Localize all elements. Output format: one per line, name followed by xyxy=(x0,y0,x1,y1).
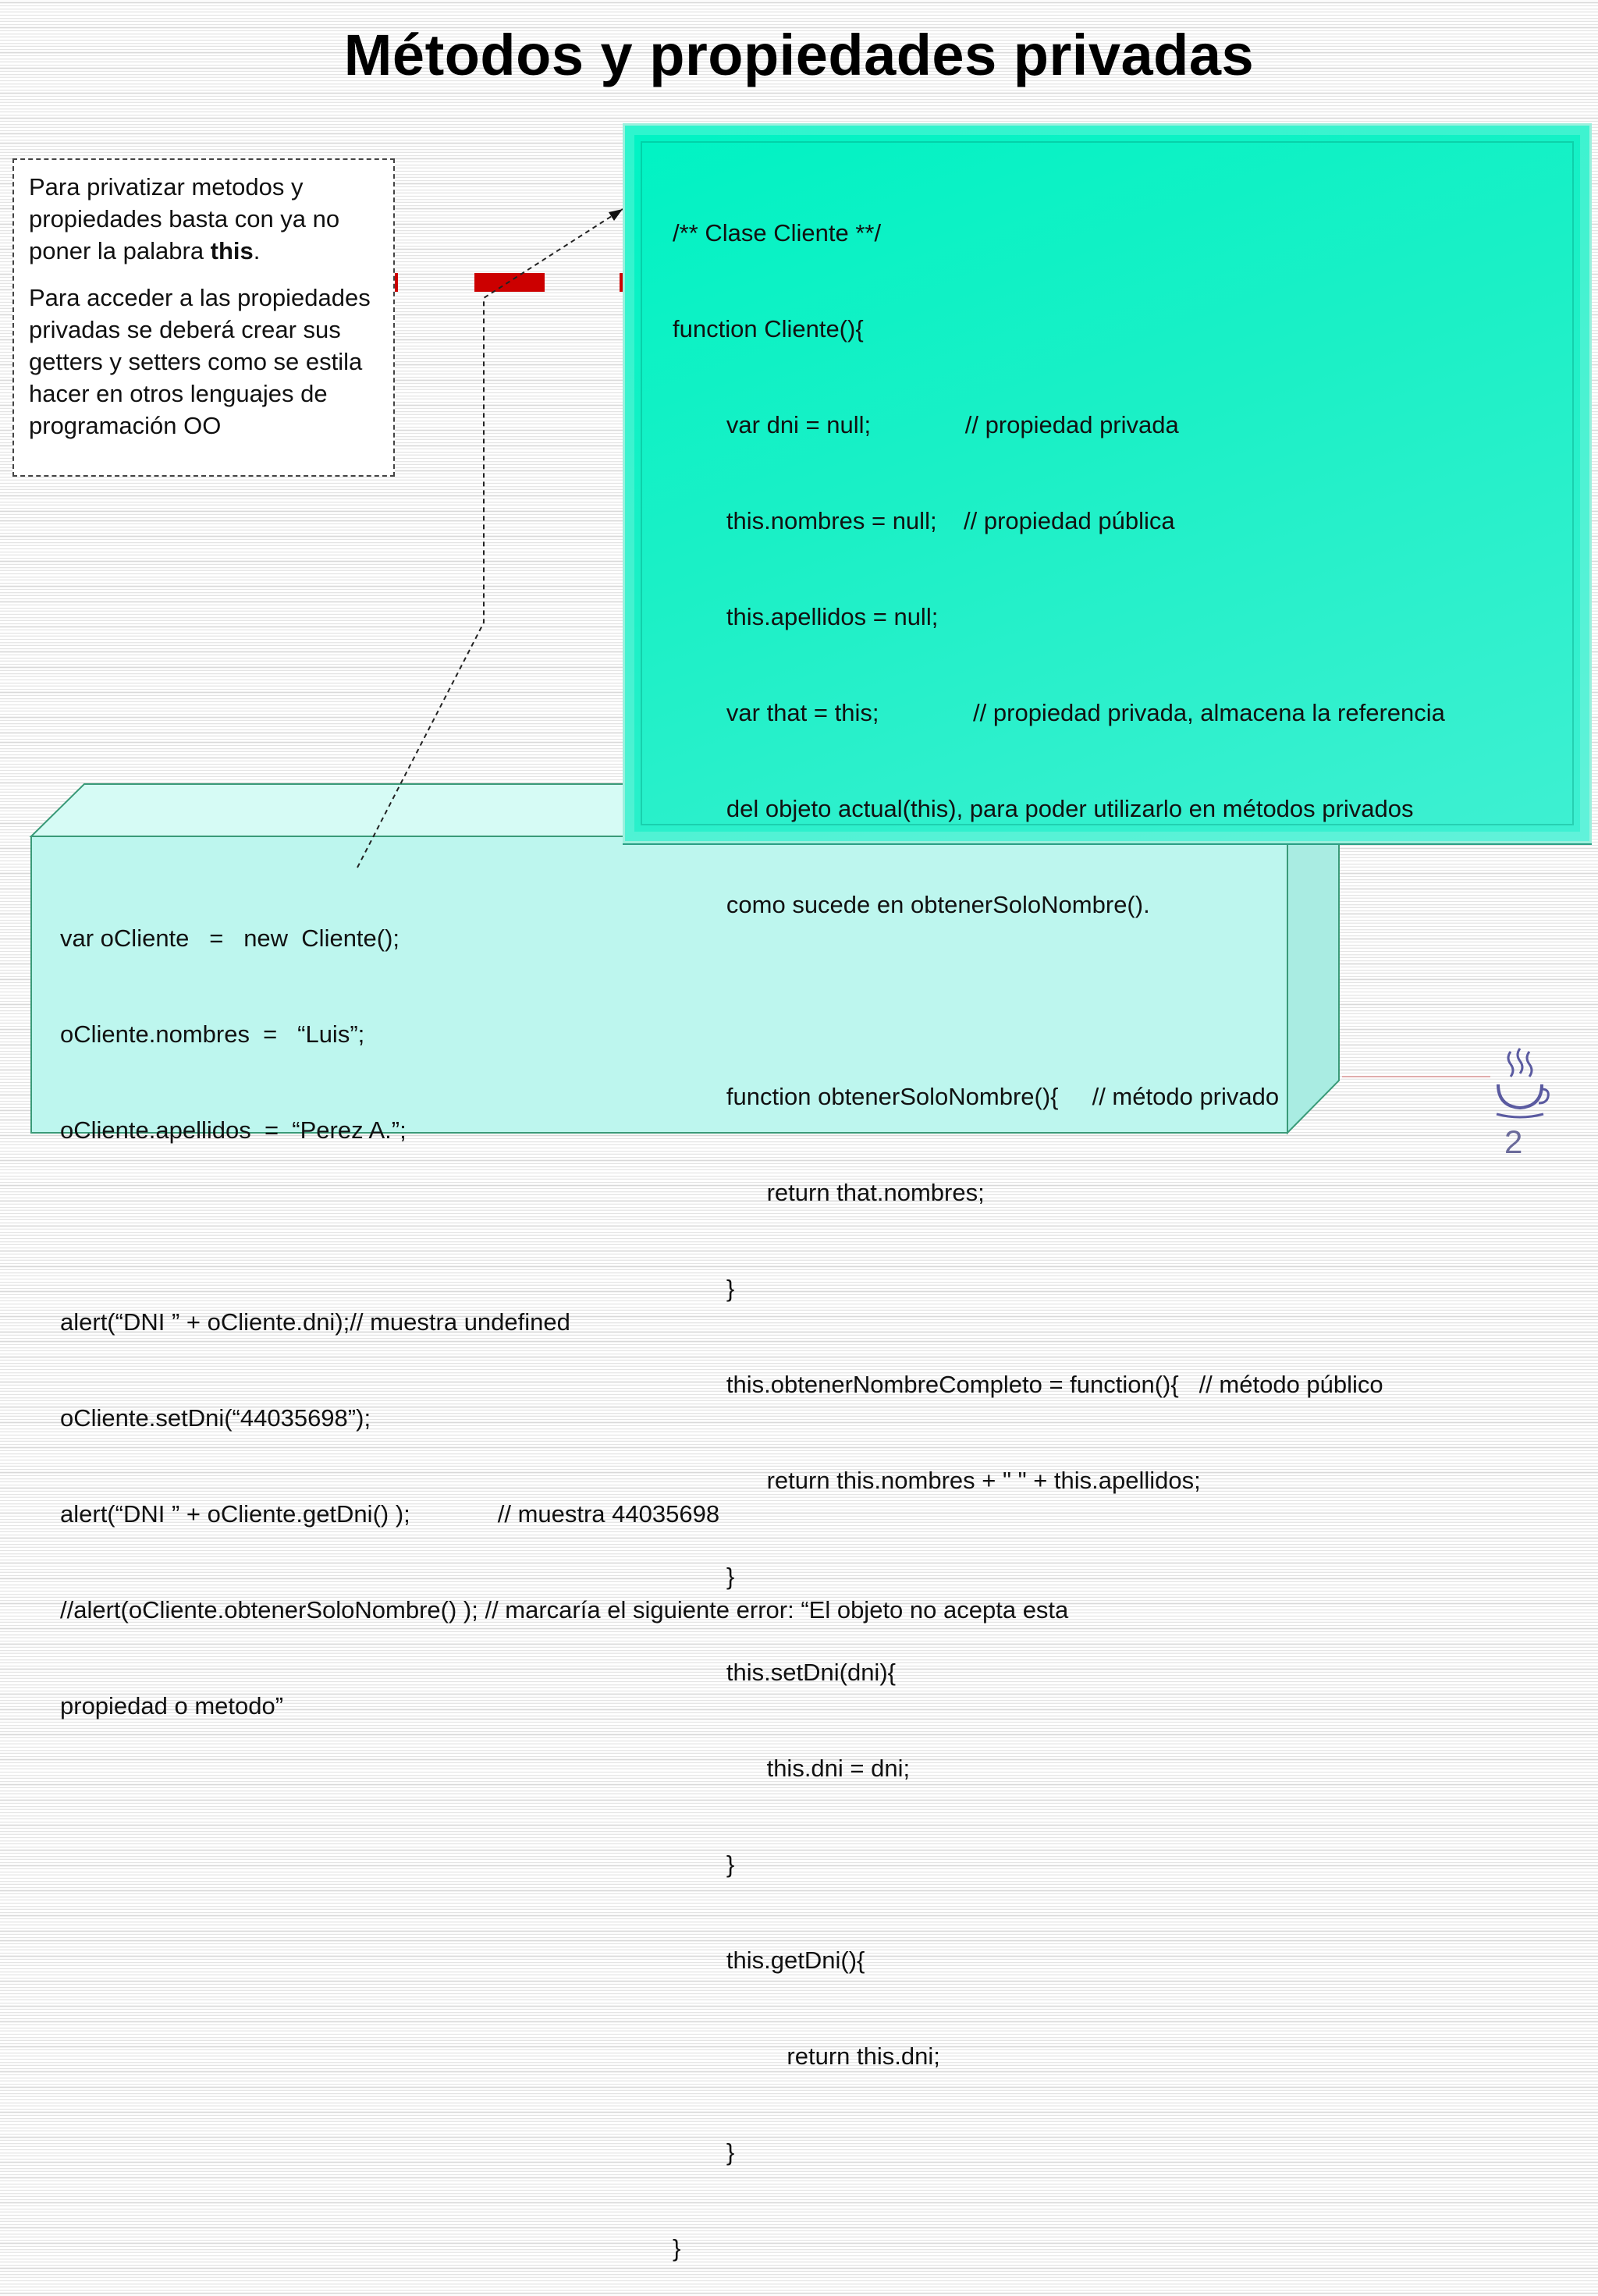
code-line xyxy=(60,1210,1068,1242)
code-line: this.dni = dni; xyxy=(673,1755,911,1782)
code-line: } xyxy=(673,2138,735,2166)
code-line: var dni = null; // propiedad privada xyxy=(673,411,1179,438)
slide-title: Métodos y propiedades privadas xyxy=(343,23,1255,87)
page-number: 2 xyxy=(1504,1123,1523,1160)
note-text: Para privatizar metodos y propiedades basta con ya no poner la palabra xyxy=(29,173,340,264)
code-line: oCliente.nombres = “Luis”; xyxy=(60,1020,365,1048)
code-line: propiedad o metodo” xyxy=(60,1692,284,1719)
code-line: function Cliente(){ xyxy=(673,315,864,342)
code-line: this.getDni(){ xyxy=(673,1946,865,1974)
code-line: this.setDni(dni){ xyxy=(673,1659,896,1686)
code-line: oCliente.apellidos = “Perez A.”; xyxy=(60,1116,407,1144)
code-line: } xyxy=(673,1851,735,1878)
red-dash xyxy=(395,273,398,292)
code-line: this.apellidos = null; xyxy=(673,603,939,630)
note-paragraph-1 xyxy=(29,171,381,267)
code-line: this.nombres = null; // propiedad pública xyxy=(673,507,1175,534)
code-line: alert(“DNI ” + oCliente.dni);// muestra undefined xyxy=(60,1308,570,1336)
connector-arrowhead xyxy=(609,209,623,221)
code-line: /** Clase Cliente **/ xyxy=(673,219,882,247)
code-line: var oCliente = new Cliente(); xyxy=(60,924,400,952)
code-line: } xyxy=(673,1563,735,1590)
code-line: return this.dni; xyxy=(673,2042,940,2070)
code-line: } xyxy=(673,1275,735,1302)
usage-code xyxy=(60,858,1068,1754)
code-line: return this.nombres + " " + this.apellidos; xyxy=(673,1467,1201,1494)
note-text: . xyxy=(253,237,261,264)
note-keyword: this xyxy=(210,237,254,264)
code-line: function obtenerSoloNombre(){ // método privado xyxy=(673,1083,1280,1110)
connector-line xyxy=(357,209,623,868)
code-line: //alert(oCliente.obtenerSoloNombre() ); // marcaría el siguiente error: “El objeto no acepta esta xyxy=(60,1596,1069,1624)
code-line: como sucede en obtenerSoloNombre(). xyxy=(673,891,1150,918)
code-line: alert(“DNI ” + oCliente.getDni() ); // muestra 44035698 xyxy=(60,1500,720,1528)
info-note xyxy=(12,158,395,477)
java-cup-icon xyxy=(1489,1045,1551,1123)
code-line: return that.nombres; xyxy=(673,1179,985,1206)
code-line: this.obtenerNombreCompleto = function(){ // método público xyxy=(673,1371,1383,1398)
code-line: } xyxy=(673,2234,681,2262)
code-line: oCliente.setDni(“44035698”); xyxy=(60,1404,371,1432)
code-line: var that = this; // propiedad privada, almacena la referencia xyxy=(673,699,1445,726)
note-paragraph-2: Para acceder a las propiedades privadas se deberá crear sus getters y setters como se estila hacer en otros lenguajes de programación OO xyxy=(29,284,371,439)
code-line: del objeto actual(this), para poder utilizarlo en métodos privados xyxy=(673,795,1414,822)
